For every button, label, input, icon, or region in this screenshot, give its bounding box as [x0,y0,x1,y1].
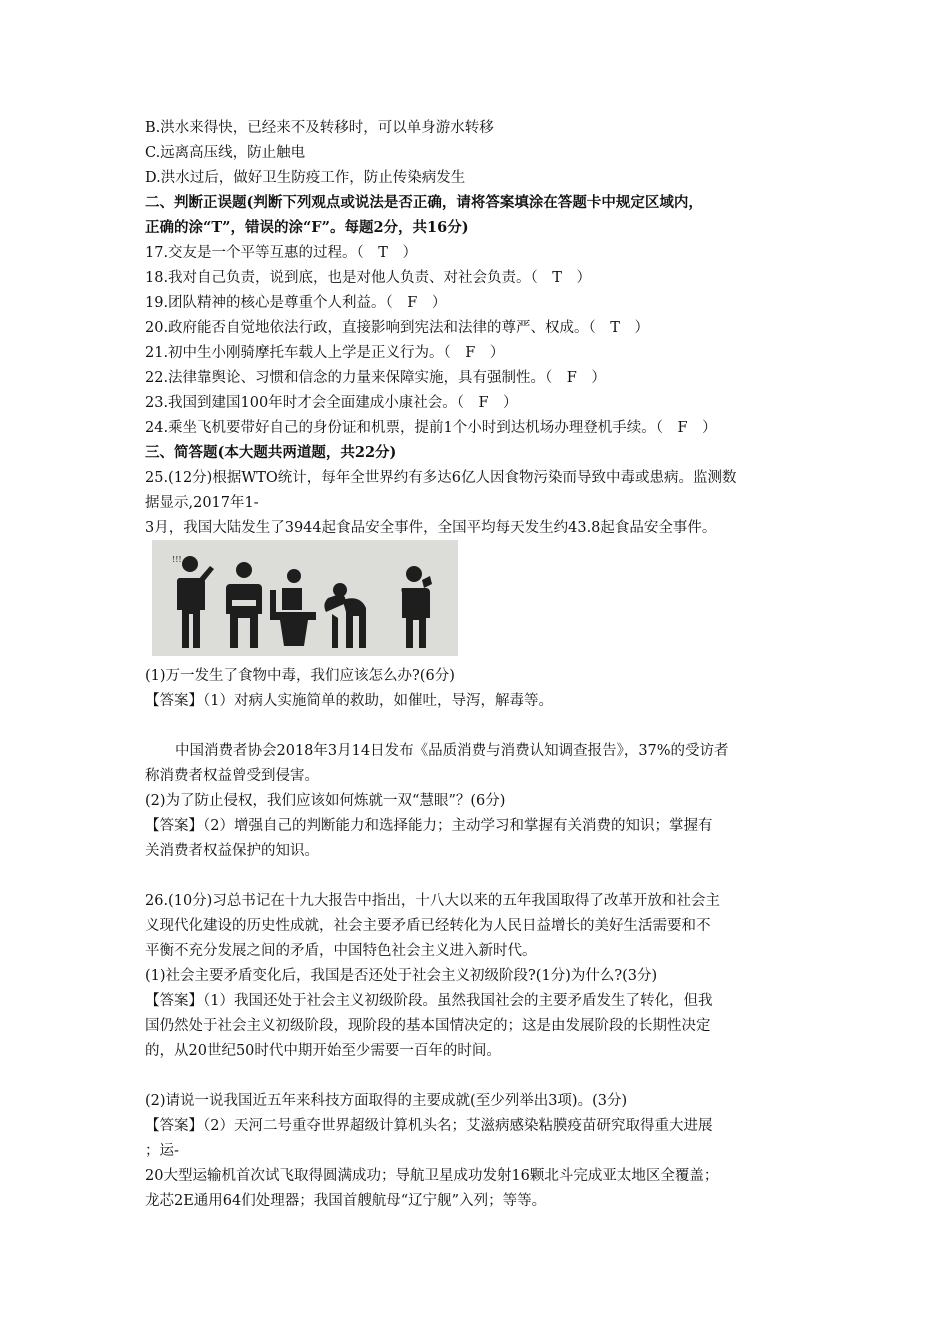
question-25-text-cont2: 3月，我国大陆发生了3944起食品安全事件，全国平均每天发生约43.8起食品安全事件。 [145,520,717,536]
answer-26-2-cont: ；运- [145,1143,179,1159]
svg-text:!!!: !!! [172,555,182,564]
answer-25-2: 【答案】（2）增强自己的判断能力和选择能力；主动学习和掌握有关消费的知识；掌握有 [145,818,713,834]
question-20: 20.政府能否自觉地依法行政，直接影响到宪法和法律的尊严、权成。（ T ） [145,320,649,336]
question-18: 18.我对自己负责，说到底，也是对他人负责、对社会负责。（ T ） [145,270,591,286]
question-22: 22.法律靠舆论、习惯和信念的力量来保障实施，具有强制性。（ F ） [145,370,606,386]
question-26-text-cont2: 平衡不充分发展之间的矛盾，中国特色社会主义进入新时代。 [145,943,537,959]
question-25-1: (1)万一发生了食物中毒，我们应该怎么办?(6分) [145,668,455,684]
option-d: D.洪水过后，做好卫生防疫工作，防止传染病发生 [145,170,466,186]
answer-26-2: 【答案】（2）天河二号重夺世界超级计算机头名；艾滋病感染粘膜疫苗研究取得重大进展 [145,1118,713,1134]
question-25-passage: 中国消费者协会2018年3月14日发布《品质消费与消费认知调查报告》，37%的受访者 [175,743,729,759]
question-25-2: (2)为了防止侵权，我们应该如何炼就一双“慧眼”？(6分) [145,793,506,809]
question-25-text-cont: 据显示,2017年1- [145,495,259,511]
question-25-passage-cont: 称消费者权益曾受到侵害。 [145,768,319,784]
food-poisoning-pictograms-icon [152,540,458,656]
answer-25-1: 【答案】（1）对病人实施简单的救助，如催吐，导泻，解毒等。 [145,693,553,709]
answer-26-1-cont: 国仍然处于社会主义初级阶段，现阶段的基本国情决定的；这是由发展阶段的长期性决定 [145,1018,711,1034]
answer-25-2-cont: 关消费者权益保护的知识。 [145,843,319,859]
question-26-2: (2)请说一说我国近五年来科技方面取得的主要成就(至少列举出3项)。(3分) [145,1093,628,1109]
section-2-heading-cont: 正确的涂“T”，错误的涂“F”。每题2分，共16分) [145,219,469,236]
question-26-text: 26.(10分)习总书记在十九大报告中指出，十八大以来的五年我国取得了改革开放和社会主 [145,893,720,909]
option-c: C.远离高压线，防止触电 [145,145,306,161]
question-23: 23.我国到建国100年时才会全面建成小康社会。（ F ） [145,395,518,411]
question-25-text: 25.(12分)根据WTO统计，每年全世界约有多达6亿人因食物污染而导致中毒或患病。监测数 [145,470,737,486]
question-26-text-cont: 义现代化建设的历史性成就，社会主要矛盾已经转化为人民日益增长的美好生活需要和不 [145,918,711,934]
answer-26-1: 【答案】（1）我国还处于社会主义初级阶段。虽然我国社会的主要矛盾发生了转化，但我 [145,993,713,1009]
option-b: B.洪水来得快，已经来不及转移时，可以单身游水转移 [145,120,494,136]
question-19: 19.团队精神的核心是尊重个人利益。（ F ） [145,295,447,311]
question-26-1: (1)社会主要矛盾变化后，我国是否还处于社会主义初级阶段?(1分)为什么?(3分) [145,968,658,984]
section-3-heading: 三、简答题(本大题共两道题，共22分) [145,444,397,461]
answer-26-2-cont3: 龙芯2E通用64们处理器；我国首艘航母“辽宁舰”入列；等等。 [145,1193,547,1209]
answer-26-1-cont2: 的，从20世纪50时代中期开始至少需要一百年的时间。 [145,1043,501,1059]
section-2-heading: 二、判断正误题(判断下列观点或说法是否正确，请将答案填涂在答题卡中规定区域内， [145,194,703,211]
answer-26-2-cont2: 20大型运输机首次试飞取得圆满成功；导航卫星成功发射16颗北斗完成亚太地区全覆盖； [145,1168,719,1184]
question-17: 17.交友是一个平等互惠的过程。（ T ） [145,245,417,261]
question-21: 21.初中生小刚骑摩托车载人上学是正义行为。（ F ） [145,345,505,361]
question-24: 24.乘坐飞机要带好自己的身份证和机票，提前1个小时到达机场办理登机手续。（ F ） [145,420,717,436]
